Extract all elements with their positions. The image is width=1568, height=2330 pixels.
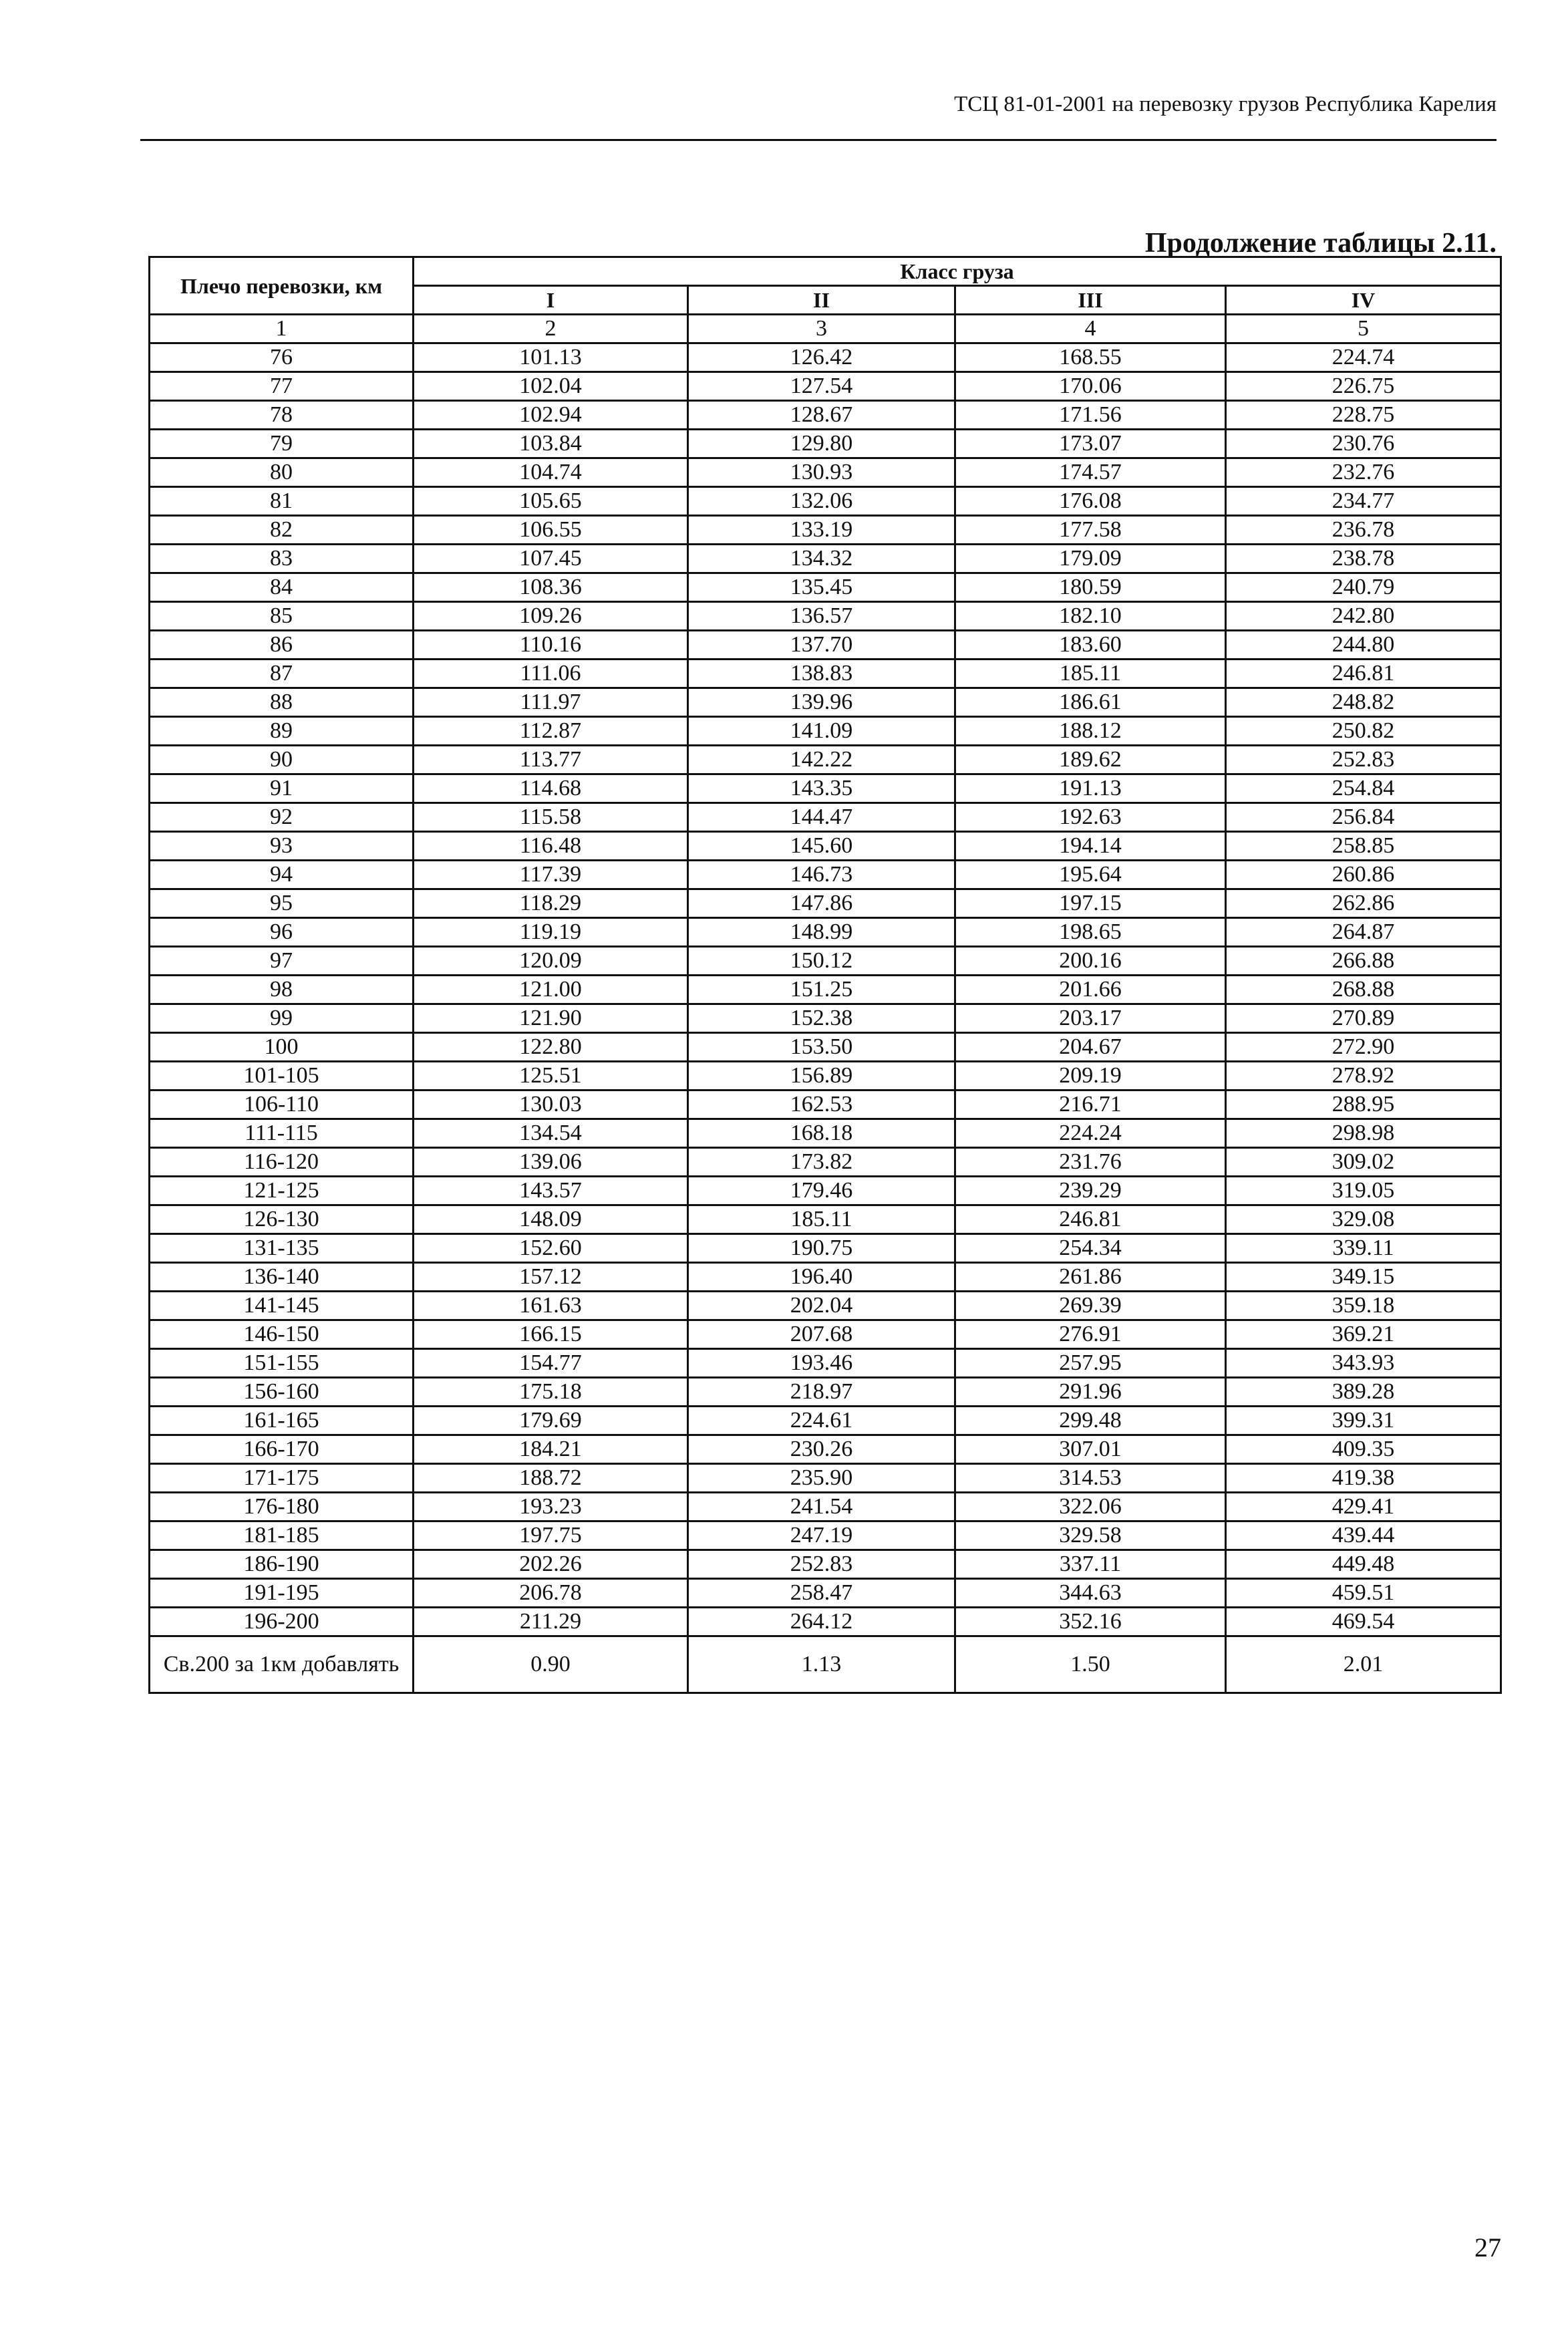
distance-cell: 76 [150, 343, 414, 372]
distance-cell: 82 [150, 516, 414, 545]
distance-cell: 90 [150, 746, 414, 774]
distance-cell: 98 [150, 976, 414, 1004]
table-row [150, 1407, 1501, 1435]
distance-cell: 181-185 [150, 1521, 414, 1550]
rate-cell: 343.93 [1226, 1349, 1501, 1378]
rate-cell: 191.13 [955, 774, 1226, 803]
rate-cell: 224.74 [1226, 343, 1501, 372]
distance-cell: 156-160 [150, 1378, 414, 1407]
rate-cell: 113.77 [414, 746, 688, 774]
rate-cell: 254.84 [1226, 774, 1501, 803]
rate-cell: 224.61 [688, 1407, 955, 1435]
table-row [150, 487, 1501, 516]
column-header-class: IV [1226, 286, 1501, 315]
rate-cell: 207.68 [688, 1320, 955, 1349]
column-header-cargo-class: Класс груза [414, 257, 1501, 286]
rate-cell: 139.06 [414, 1148, 688, 1177]
table-row [150, 1205, 1501, 1234]
rate-cell: 193.46 [688, 1349, 955, 1378]
rate-cell: 190.75 [688, 1234, 955, 1263]
distance-cell: 101-105 [150, 1062, 414, 1090]
rate-cell: 102.04 [414, 372, 688, 401]
rate-cell: 125.51 [414, 1062, 688, 1090]
rate-cell: 118.29 [414, 889, 688, 918]
table-row [150, 976, 1501, 1004]
rate-cell: 337.11 [955, 1550, 1226, 1579]
table-row [150, 401, 1501, 430]
table-footer-row [150, 1636, 1501, 1693]
distance-cell: 136-140 [150, 1263, 414, 1292]
table-row [150, 1062, 1501, 1090]
freight-rate-table [148, 256, 1502, 1694]
rate-cell: 179.69 [414, 1407, 688, 1435]
rate-cell: 134.54 [414, 1119, 688, 1148]
rate-cell: 459.51 [1226, 1579, 1501, 1608]
rate-cell: 183.60 [955, 631, 1226, 660]
rate-cell: 226.75 [1226, 372, 1501, 401]
rate-cell: 206.78 [414, 1579, 688, 1608]
distance-cell: 84 [150, 573, 414, 602]
table-row [150, 545, 1501, 573]
rate-cell: 399.31 [1226, 1407, 1501, 1435]
rate-cell: 193.23 [414, 1493, 688, 1521]
rate-cell: 260.86 [1226, 861, 1501, 889]
rate-cell: 171.56 [955, 401, 1226, 430]
distance-cell: 99 [150, 1004, 414, 1033]
table-row [150, 1320, 1501, 1349]
footer-rate-cell: 2.01 [1226, 1636, 1501, 1693]
rate-cell: 147.86 [688, 889, 955, 918]
rate-cell: 162.53 [688, 1090, 955, 1119]
rate-cell: 114.68 [414, 774, 688, 803]
rate-cell: 108.36 [414, 573, 688, 602]
rate-cell: 136.57 [688, 602, 955, 631]
rate-cell: 236.78 [1226, 516, 1501, 545]
rate-cell: 109.26 [414, 602, 688, 631]
rate-cell: 144.47 [688, 803, 955, 832]
rate-cell: 247.19 [688, 1521, 955, 1550]
table-row [150, 832, 1501, 861]
rate-cell: 111.97 [414, 688, 688, 717]
table-row [150, 458, 1501, 487]
table-row [150, 1177, 1501, 1205]
rate-cell: 133.19 [688, 516, 955, 545]
distance-cell: 77 [150, 372, 414, 401]
rate-cell: 257.95 [955, 1349, 1226, 1378]
rate-cell: 188.12 [955, 717, 1226, 746]
table-row [150, 1004, 1501, 1033]
rate-cell: 201.66 [955, 976, 1226, 1004]
rate-cell: 135.45 [688, 573, 955, 602]
rate-cell: 143.57 [414, 1177, 688, 1205]
distance-cell: 191-195 [150, 1579, 414, 1608]
rate-cell: 234.77 [1226, 487, 1501, 516]
distance-cell: 100 [150, 1033, 414, 1062]
rate-cell: 266.88 [1226, 947, 1501, 976]
rate-cell: 122.80 [414, 1033, 688, 1062]
rate-cell: 101.13 [414, 343, 688, 372]
footer-distance-cell: Св.200 за 1км добавлять [150, 1636, 414, 1693]
footer-rate-cell: 1.13 [688, 1636, 955, 1693]
rate-cell: 102.94 [414, 401, 688, 430]
rate-cell: 150.12 [688, 947, 955, 976]
footer-rate-cell: 0.90 [414, 1636, 688, 1693]
rate-cell: 449.48 [1226, 1550, 1501, 1579]
rate-cell: 126.42 [688, 343, 955, 372]
table-row [150, 1263, 1501, 1292]
table-row [150, 1378, 1501, 1407]
rate-cell: 250.82 [1226, 717, 1501, 746]
table-row [150, 1033, 1501, 1062]
rate-cell: 246.81 [955, 1205, 1226, 1234]
rate-cell: 276.91 [955, 1320, 1226, 1349]
table-row [150, 717, 1501, 746]
rate-cell: 242.80 [1226, 602, 1501, 631]
rate-cell: 177.58 [955, 516, 1226, 545]
distance-cell: 126-130 [150, 1205, 414, 1234]
rate-cell: 228.75 [1226, 401, 1501, 430]
distance-cell: 95 [150, 889, 414, 918]
table-row [150, 343, 1501, 372]
table-row [150, 372, 1501, 401]
rate-cell: 111.06 [414, 660, 688, 688]
distance-cell: 171-175 [150, 1464, 414, 1493]
distance-cell: 111-115 [150, 1119, 414, 1148]
distance-cell: 161-165 [150, 1407, 414, 1435]
rate-cell: 170.06 [955, 372, 1226, 401]
rate-cell: 168.55 [955, 343, 1226, 372]
rate-cell: 186.61 [955, 688, 1226, 717]
rate-cell: 261.86 [955, 1263, 1226, 1292]
distance-cell: 86 [150, 631, 414, 660]
rate-cell: 154.77 [414, 1349, 688, 1378]
rate-cell: 264.87 [1226, 918, 1501, 947]
rate-cell: 252.83 [688, 1550, 955, 1579]
table-row [150, 1148, 1501, 1177]
rate-cell: 112.87 [414, 717, 688, 746]
rate-cell: 175.18 [414, 1378, 688, 1407]
rate-cell: 138.83 [688, 660, 955, 688]
rate-cell: 105.65 [414, 487, 688, 516]
column-header-class: II [688, 286, 955, 315]
distance-cell: 85 [150, 602, 414, 631]
table-row [150, 918, 1501, 947]
table-row [150, 1435, 1501, 1464]
rate-cell: 189.62 [955, 746, 1226, 774]
rate-cell: 224.24 [955, 1119, 1226, 1148]
rate-cell: 409.35 [1226, 1435, 1501, 1464]
table-row [150, 631, 1501, 660]
distance-cell: 94 [150, 861, 414, 889]
distance-cell: 196-200 [150, 1608, 414, 1636]
table-row [150, 1521, 1501, 1550]
rate-cell: 106.55 [414, 516, 688, 545]
rate-cell: 240.79 [1226, 573, 1501, 602]
distance-cell: 78 [150, 401, 414, 430]
rate-cell: 288.95 [1226, 1090, 1501, 1119]
column-number: 1 [150, 315, 414, 343]
rate-cell: 110.16 [414, 631, 688, 660]
table-row [150, 1493, 1501, 1521]
rate-cell: 469.54 [1226, 1608, 1501, 1636]
column-number: 2 [414, 315, 688, 343]
distance-cell: 131-135 [150, 1234, 414, 1263]
rate-cell: 139.96 [688, 688, 955, 717]
rate-cell: 329.08 [1226, 1205, 1501, 1234]
rate-cell: 166.15 [414, 1320, 688, 1349]
rate-cell: 258.85 [1226, 832, 1501, 861]
column-number: 3 [688, 315, 955, 343]
rate-cell: 299.48 [955, 1407, 1226, 1435]
rate-cell: 153.50 [688, 1033, 955, 1062]
rate-cell: 128.67 [688, 401, 955, 430]
rate-cell: 359.18 [1226, 1292, 1501, 1320]
distance-cell: 146-150 [150, 1320, 414, 1349]
table-row [150, 660, 1501, 688]
table-row [150, 1579, 1501, 1608]
rate-cell: 156.89 [688, 1062, 955, 1090]
rate-cell: 145.60 [688, 832, 955, 861]
column-number-row [150, 315, 1501, 343]
rate-cell: 197.15 [955, 889, 1226, 918]
rate-cell: 270.89 [1226, 1004, 1501, 1033]
table-row [150, 1234, 1501, 1263]
rate-cell: 439.44 [1226, 1521, 1501, 1550]
rate-cell: 157.12 [414, 1263, 688, 1292]
rate-cell: 121.90 [414, 1004, 688, 1033]
rate-cell: 115.58 [414, 803, 688, 832]
rate-cell: 230.76 [1226, 430, 1501, 458]
distance-cell: 92 [150, 803, 414, 832]
table-row [150, 774, 1501, 803]
rate-cell: 197.75 [414, 1521, 688, 1550]
table-row [150, 1550, 1501, 1579]
distance-cell: 91 [150, 774, 414, 803]
rate-cell: 152.38 [688, 1004, 955, 1033]
rate-cell: 130.03 [414, 1090, 688, 1119]
column-number: 4 [955, 315, 1226, 343]
rate-cell: 344.63 [955, 1579, 1226, 1608]
table-row [150, 516, 1501, 545]
rate-cell: 254.34 [955, 1234, 1226, 1263]
table-row [150, 1608, 1501, 1636]
rate-cell: 151.25 [688, 976, 955, 1004]
rate-cell: 120.09 [414, 947, 688, 976]
rate-cell: 173.07 [955, 430, 1226, 458]
rate-cell: 218.97 [688, 1378, 955, 1407]
rate-cell: 176.08 [955, 487, 1226, 516]
rate-cell: 291.96 [955, 1378, 1226, 1407]
rate-cell: 168.18 [688, 1119, 955, 1148]
rate-cell: 211.29 [414, 1608, 688, 1636]
rate-cell: 152.60 [414, 1234, 688, 1263]
rate-cell: 179.09 [955, 545, 1226, 573]
rate-cell: 268.88 [1226, 976, 1501, 1004]
rate-cell: 174.57 [955, 458, 1226, 487]
distance-cell: 166-170 [150, 1435, 414, 1464]
rate-cell: 196.40 [688, 1263, 955, 1292]
rate-cell: 148.09 [414, 1205, 688, 1234]
rate-cell: 182.10 [955, 602, 1226, 631]
footer-rate-cell: 1.50 [955, 1636, 1226, 1693]
rate-cell: 248.82 [1226, 688, 1501, 717]
distance-cell: 116-120 [150, 1148, 414, 1177]
rate-cell: 307.01 [955, 1435, 1226, 1464]
rate-cell: 369.21 [1226, 1320, 1501, 1349]
rate-cell: 119.19 [414, 918, 688, 947]
rate-cell: 185.11 [688, 1205, 955, 1234]
distance-cell: 121-125 [150, 1177, 414, 1205]
rate-cell: 264.12 [688, 1608, 955, 1636]
table-row [150, 947, 1501, 976]
rate-cell: 232.76 [1226, 458, 1501, 487]
distance-cell: 79 [150, 430, 414, 458]
rate-cell: 203.17 [955, 1004, 1226, 1033]
rate-cell: 137.70 [688, 631, 955, 660]
rate-cell: 269.39 [955, 1292, 1226, 1320]
rate-cell: 116.48 [414, 832, 688, 861]
rate-cell: 252.83 [1226, 746, 1501, 774]
rate-cell: 202.04 [688, 1292, 955, 1320]
rate-cell: 231.76 [955, 1148, 1226, 1177]
distance-cell: 87 [150, 660, 414, 688]
rate-cell: 235.90 [688, 1464, 955, 1493]
rate-cell: 121.00 [414, 976, 688, 1004]
rate-cell: 194.14 [955, 832, 1226, 861]
rate-cell: 329.58 [955, 1521, 1226, 1550]
column-header-distance: Плечо перевозки, км [150, 257, 414, 315]
table-title: Продолжение таблицы 2.11. [1144, 228, 1497, 259]
rate-cell: 278.92 [1226, 1062, 1501, 1090]
distance-cell: 151-155 [150, 1349, 414, 1378]
rate-cell: 241.54 [688, 1493, 955, 1521]
column-header-class: III [955, 286, 1226, 315]
distance-cell: 176-180 [150, 1493, 414, 1521]
table-row [150, 573, 1501, 602]
rate-cell: 184.21 [414, 1435, 688, 1464]
table-row [150, 1464, 1501, 1493]
rate-cell: 198.65 [955, 918, 1226, 947]
distance-cell: 96 [150, 918, 414, 947]
header-rule [140, 139, 1497, 141]
rate-cell: 339.11 [1226, 1234, 1501, 1263]
column-header-class: I [414, 286, 688, 315]
rate-cell: 349.15 [1226, 1263, 1501, 1292]
table-row [150, 1349, 1501, 1378]
rate-cell: 132.06 [688, 487, 955, 516]
rate-cell: 107.45 [414, 545, 688, 573]
rate-cell: 246.81 [1226, 660, 1501, 688]
table-row [150, 861, 1501, 889]
distance-cell: 93 [150, 832, 414, 861]
rate-cell: 127.54 [688, 372, 955, 401]
rate-cell: 129.80 [688, 430, 955, 458]
rate-cell: 319.05 [1226, 1177, 1501, 1205]
table-row [150, 803, 1501, 832]
rate-cell: 143.35 [688, 774, 955, 803]
rate-cell: 146.73 [688, 861, 955, 889]
distance-cell: 141-145 [150, 1292, 414, 1320]
distance-cell: 88 [150, 688, 414, 717]
rate-cell: 161.63 [414, 1292, 688, 1320]
rate-cell: 200.16 [955, 947, 1226, 976]
table-row [150, 602, 1501, 631]
rate-cell: 185.11 [955, 660, 1226, 688]
table-row [150, 688, 1501, 717]
table-row [150, 1119, 1501, 1148]
rate-cell: 239.29 [955, 1177, 1226, 1205]
distance-cell: 106-110 [150, 1090, 414, 1119]
rate-cell: 202.26 [414, 1550, 688, 1579]
rate-cell: 429.41 [1226, 1493, 1501, 1521]
rate-cell: 195.64 [955, 861, 1226, 889]
rate-cell: 389.28 [1226, 1378, 1501, 1407]
rate-cell: 130.93 [688, 458, 955, 487]
rate-cell: 134.32 [688, 545, 955, 573]
rate-cell: 117.39 [414, 861, 688, 889]
distance-cell: 81 [150, 487, 414, 516]
table-row [150, 889, 1501, 918]
distance-cell: 89 [150, 717, 414, 746]
table-row [150, 1292, 1501, 1320]
rate-cell: 103.84 [414, 430, 688, 458]
rate-cell: 256.84 [1226, 803, 1501, 832]
rate-cell: 142.22 [688, 746, 955, 774]
table-row [150, 430, 1501, 458]
distance-cell: 97 [150, 947, 414, 976]
rate-cell: 230.26 [688, 1435, 955, 1464]
table-body [150, 343, 1501, 1636]
rate-cell: 180.59 [955, 573, 1226, 602]
rate-cell: 298.98 [1226, 1119, 1501, 1148]
rate-cell: 216.71 [955, 1090, 1226, 1119]
rate-cell: 322.06 [955, 1493, 1226, 1521]
distance-cell: 186-190 [150, 1550, 414, 1579]
column-number: 5 [1226, 315, 1501, 343]
distance-cell: 83 [150, 545, 414, 573]
rate-cell: 192.63 [955, 803, 1226, 832]
running-header: ТСЦ 81-01-2001 на перевозку грузов Республика Карелия [954, 92, 1497, 116]
rate-cell: 352.16 [955, 1608, 1226, 1636]
rate-cell: 179.46 [688, 1177, 955, 1205]
rate-cell: 238.78 [1226, 545, 1501, 573]
rate-cell: 262.86 [1226, 889, 1501, 918]
rate-cell: 104.74 [414, 458, 688, 487]
rate-cell: 141.09 [688, 717, 955, 746]
distance-cell: 80 [150, 458, 414, 487]
table-row [150, 1090, 1501, 1119]
rate-cell: 272.90 [1226, 1033, 1501, 1062]
table-row [150, 746, 1501, 774]
rate-cell: 209.19 [955, 1062, 1226, 1090]
rate-cell: 173.82 [688, 1148, 955, 1177]
rate-cell: 309.02 [1226, 1148, 1501, 1177]
rate-cell: 148.99 [688, 918, 955, 947]
page-number: 27 [1474, 2232, 1501, 2263]
rate-cell: 188.72 [414, 1464, 688, 1493]
rate-cell: 258.47 [688, 1579, 955, 1608]
rate-cell: 314.53 [955, 1464, 1226, 1493]
rate-cell: 419.38 [1226, 1464, 1501, 1493]
rate-cell: 244.80 [1226, 631, 1501, 660]
rate-cell: 204.67 [955, 1033, 1226, 1062]
